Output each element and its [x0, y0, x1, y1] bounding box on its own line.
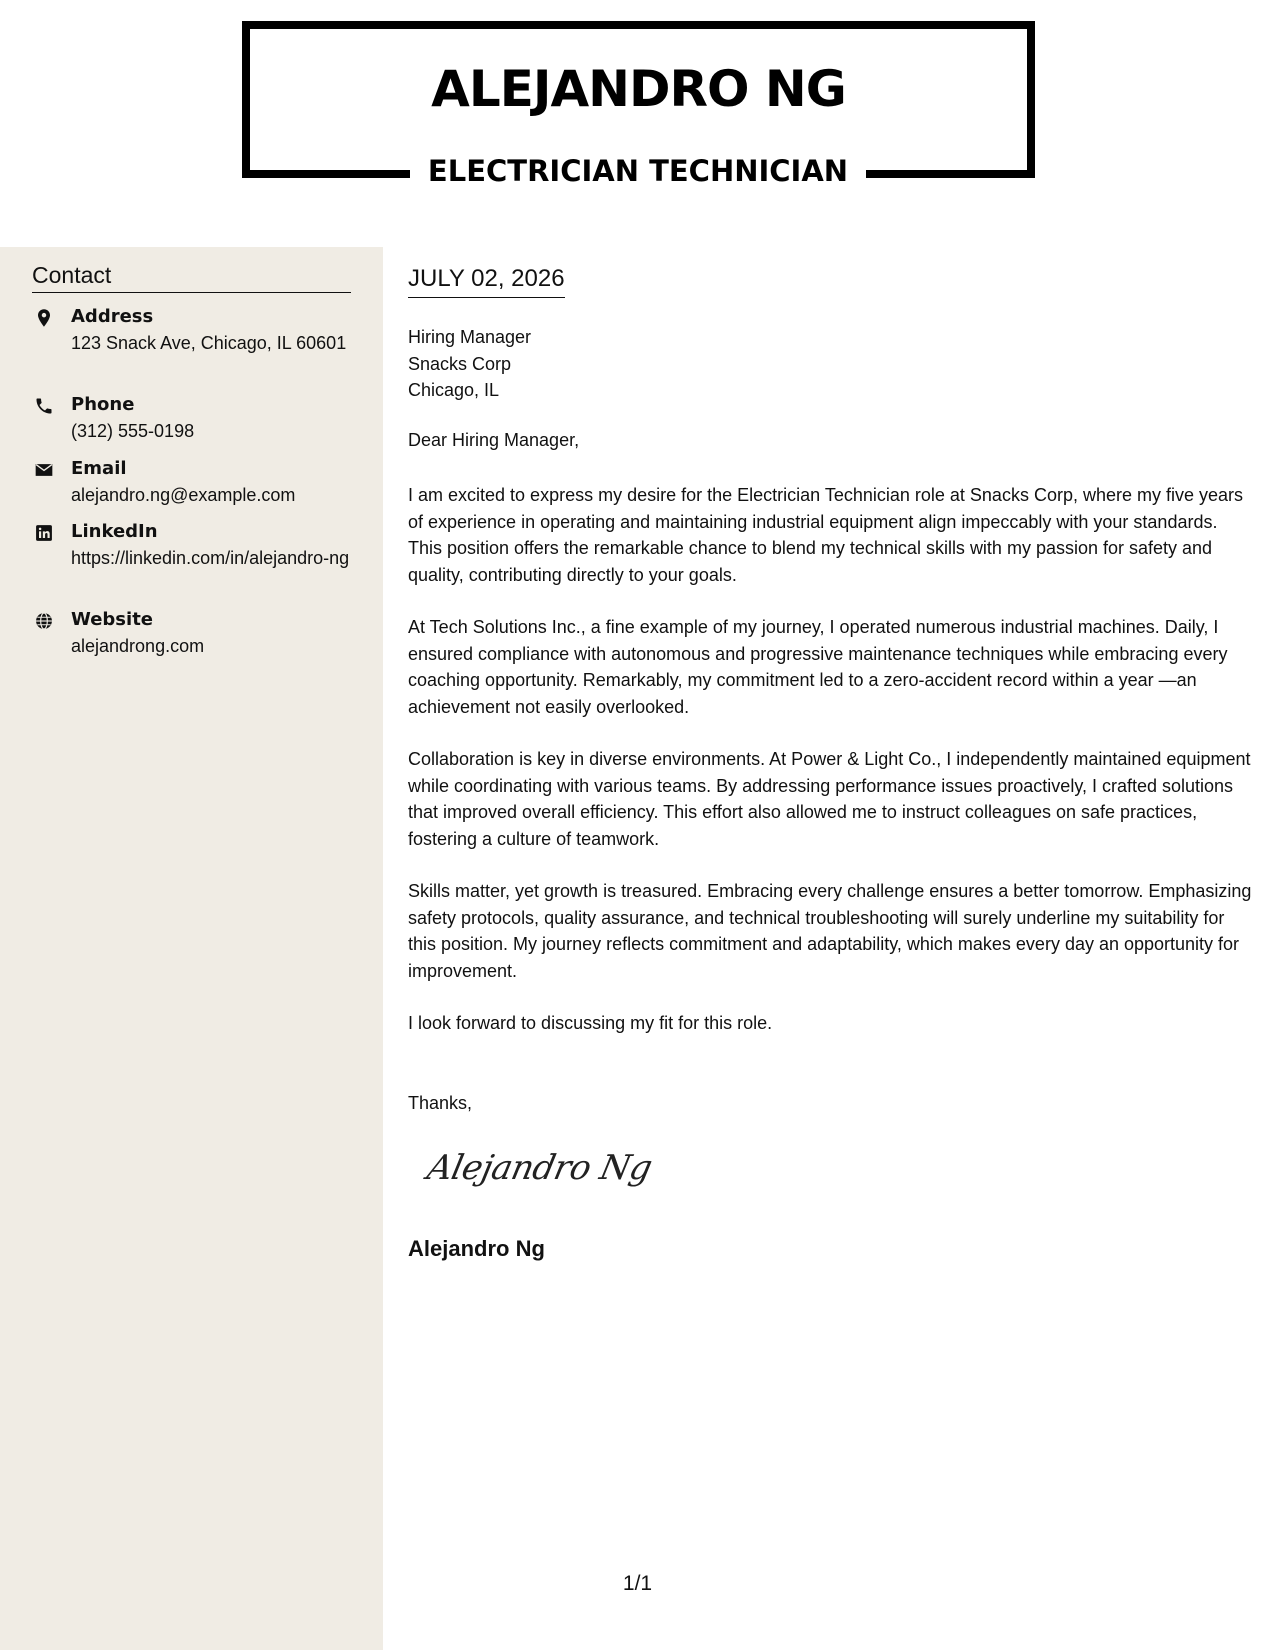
- header-frame-bottom-right: [866, 170, 1035, 178]
- phone-icon: [34, 396, 54, 416]
- recipient-line: Hiring Manager: [408, 327, 532, 347]
- body-paragraph: I look forward to discussing my fit for this role.: [408, 1013, 773, 1033]
- envelope-icon: [34, 460, 54, 480]
- letter-date: JULY 02, 2026: [408, 265, 565, 298]
- contact-sidebar: [0, 247, 383, 1650]
- contact-value[interactable]: https://linkedin.com/in/alejandro-ng: [71, 548, 350, 568]
- contact-value: (312) 555-0198: [71, 421, 195, 441]
- recipient-line: Snacks Corp: [408, 353, 512, 374]
- map-pin-icon: [34, 308, 54, 328]
- body-paragraph: I am excited to express my desire for the Electrician Technician role at Snacks Corp, where my five years of experience in operating and maintaining industrial equipment align impeccably with your standards. This position offers the remarkable chance to blend my technical skills with my passion for safety and quality, contributing directly to your goals.: [408, 485, 1244, 585]
- linkedin-icon: [34, 523, 54, 543]
- contact-label: Website: [71, 609, 154, 630]
- contact-label: Phone: [71, 394, 135, 415]
- contact-heading: Contact: [32, 262, 351, 293]
- contact-label: Email: [71, 458, 127, 479]
- contact-label: LinkedIn: [71, 521, 158, 542]
- globe-icon: [34, 611, 54, 631]
- page-number: 1/1: [622, 1572, 653, 1595]
- recipient-line: Chicago, IL: [408, 380, 500, 400]
- recipient-block: [408, 324, 531, 404]
- applicant-name: ALEJANDRO NG: [431, 60, 846, 118]
- contact-label: Address: [71, 306, 154, 327]
- signer-name: Alejandro Ng: [408, 1236, 545, 1261]
- body-paragraph: At Tech Solutions Inc., a fine example of my journey, I operated numerous industrial machines. Daily, I ensured compliance with autonomous and progressive maintenance techniques while embracing every coaching opportunity. Remarkably, my commitment led to a zero-accident record within a year —an achievement not easily overlooked.: [408, 617, 1228, 717]
- header-frame-bottom-left: [242, 170, 410, 178]
- contact-value[interactable]: alejandrong.com: [71, 636, 205, 656]
- contact-value: alejandro.ng@example.com: [71, 485, 296, 505]
- body-paragraph: Skills matter, yet growth is treasured. Embracing every challenge ensures a better tomorrow. Emphasizing safety protocols, quality assurance, and technical troubleshooting will surely underline my suitability for this position. My journey reflects commitment and adaptability, which makes every day an opportunity for improvement.: [408, 881, 1252, 981]
- signature: Alejandro Ng: [423, 1148, 656, 1188]
- closing: Thanks,: [408, 1093, 473, 1113]
- contact-value: 123 Snack Ave, Chicago, IL 60601: [71, 333, 347, 353]
- body-paragraph: Collaboration is key in diverse environments. At Power & Light Co., I independently maintained equipment while coordinating with various teams. By addressing performance issues proactively, I crafted solutions that improved overall efficiency. This effort also allowed me to instruct colleagues on safe practices, fostering a culture of teamwork.: [408, 749, 1251, 849]
- greeting: Dear Hiring Manager,: [408, 430, 580, 450]
- job-title: ELECTRICIAN TECHNICIAN: [427, 154, 849, 188]
